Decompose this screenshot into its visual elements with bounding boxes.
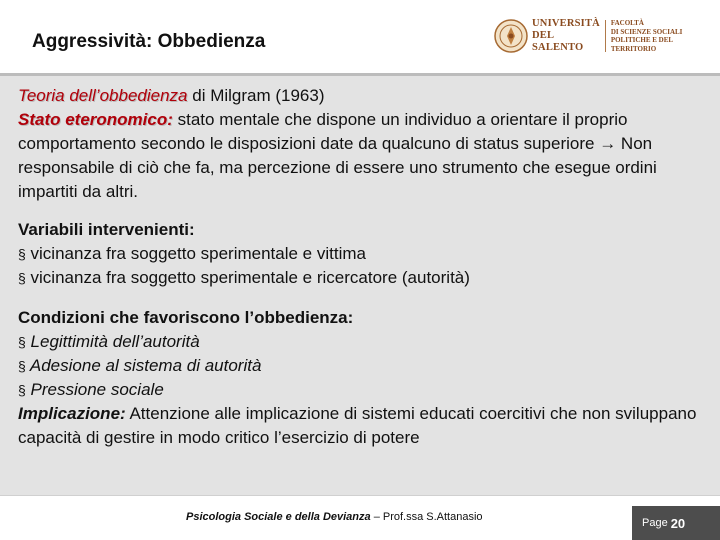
logo-divider <box>605 20 606 52</box>
page-number: 20 <box>670 515 686 531</box>
term-teoria-obbedienza: Teoria dell’obbedienza <box>18 86 188 105</box>
bullet-icon: § <box>18 334 26 350</box>
slide-body <box>18 84 708 450</box>
footer-course: Psicologia Sociale e della Devianza <box>186 511 371 523</box>
list-item-condizione: § Adesione al sistema di autorità <box>18 356 262 375</box>
term-stato-eteronomico: Stato eteronomico: <box>18 110 173 129</box>
slide-title: Aggressività: Obbedienza <box>32 31 266 52</box>
list-item-variabile: § vicinanza fra soggetto sperimentale e vittima <box>18 244 366 263</box>
university-logo <box>494 16 708 56</box>
arrow-right-icon: → <box>599 134 617 153</box>
page-label: Page <box>642 517 668 529</box>
heading-variabili: Variabili intervenienti: <box>18 220 195 239</box>
list-item-variabile: § vicinanza fra soggetto sperimentale e ricercatore (autorità) <box>18 268 470 287</box>
university-seal-icon <box>494 19 528 53</box>
paragraph-implicazione: Implicazione: Attenzione alle implicazione di sistemi educati coercitivi che non sviluppano capacità di gestire in modo critico l’esercizio di potere <box>18 404 697 447</box>
term-implicazione: Implicazione: <box>18 404 126 423</box>
page-number-badge <box>632 506 720 540</box>
list-item-condizione: § Pressione sociale <box>18 380 164 399</box>
heading-condizioni: Condizioni che favoriscono l’obbedienza: <box>18 308 354 327</box>
bullet-icon: § <box>18 382 26 398</box>
bullet-icon: § <box>18 270 26 286</box>
logo-faculty-text: FACOLTÀ DI SCIENZE SOCIALI POLITICHE E DEL TERRITORIO <box>610 19 683 53</box>
bullet-icon: § <box>18 246 26 262</box>
footer-author: – Prof.ssa S.Attanasio <box>370 511 483 523</box>
footer-credit <box>186 511 483 523</box>
bullet-icon: § <box>18 358 26 374</box>
paragraph-stato-eteronomico: Stato eteronomico: stato mentale che dispone un individuo a orientare il proprio comportamento secondo le disposizioni date da qualcuno di status superiore → Non responsabile di ciò che fa, ma percezione di essere uno strumento che esegue ordini impartiti da altri. <box>18 110 657 201</box>
logo-university-text: UNIVERSITÀ DEL SALENTO <box>532 18 600 53</box>
list-item-condizione: § Legittimità dell’autorità <box>18 332 200 351</box>
footer-divider <box>0 495 720 496</box>
paragraph-milgram: Teoria dell’obbedienza di Milgram (1963) <box>18 86 325 105</box>
